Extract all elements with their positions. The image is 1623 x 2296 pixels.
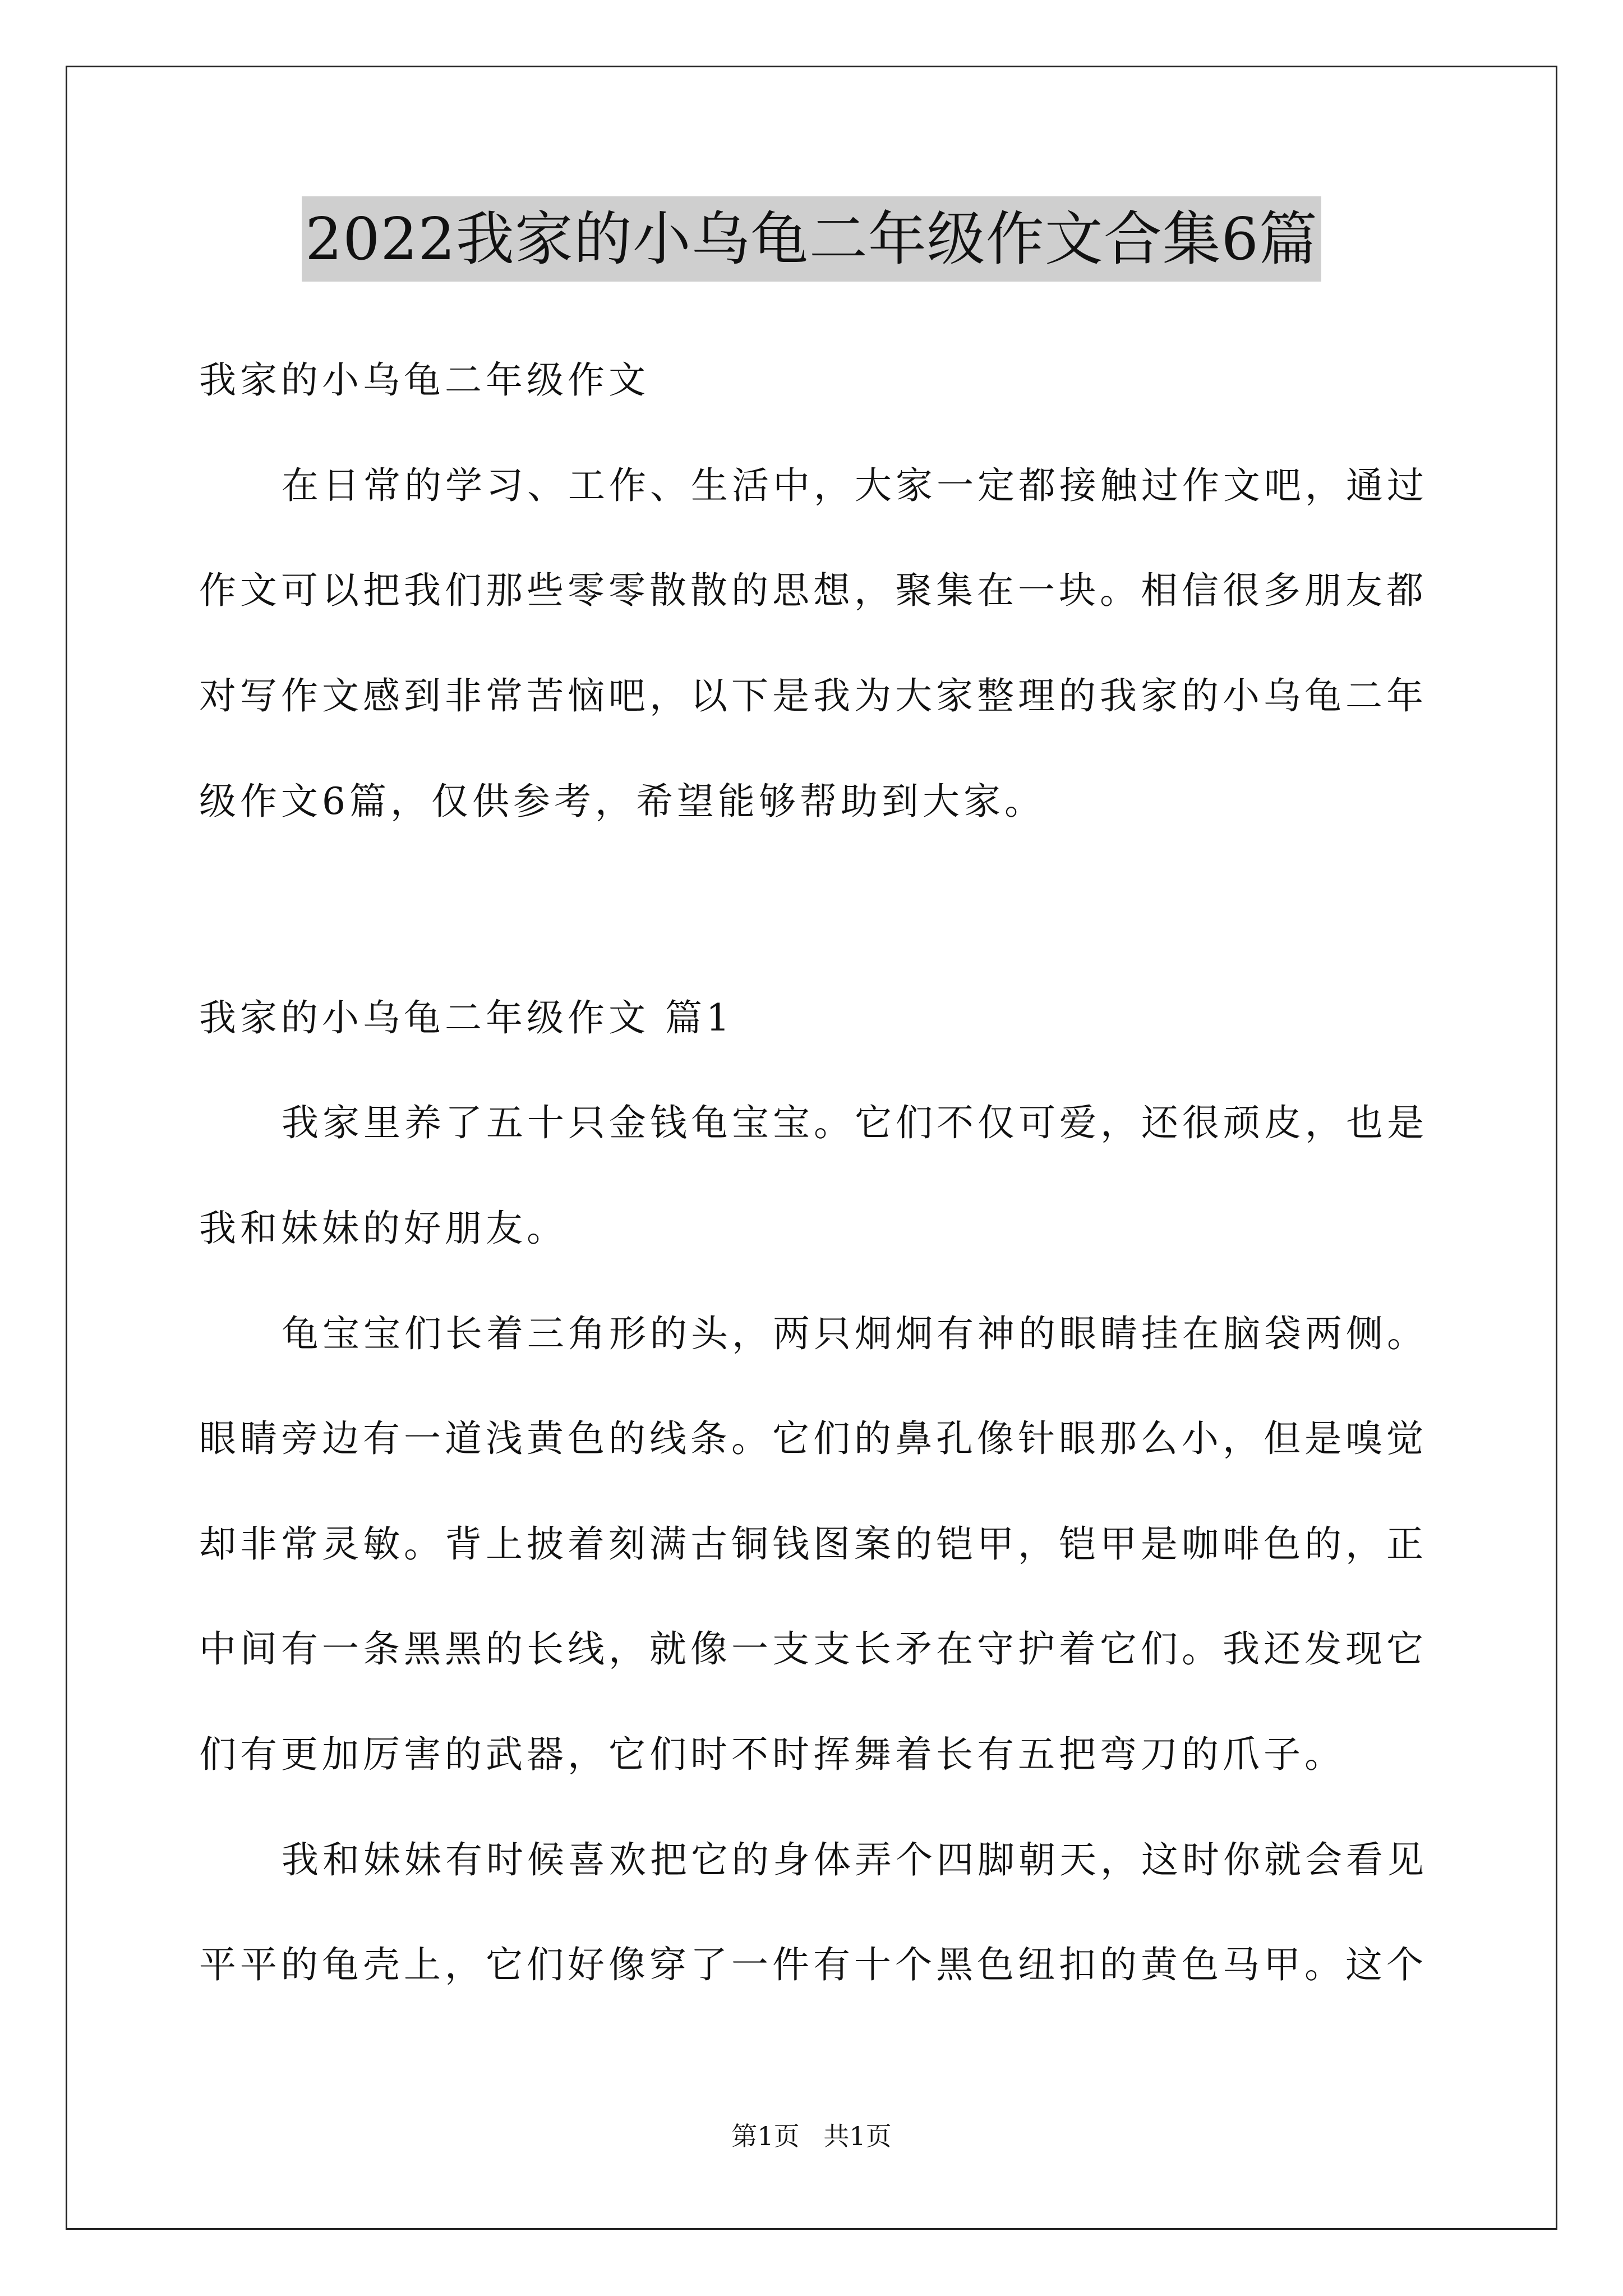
paragraph-line: 我和妹妹的好朋友。 — [199, 1207, 568, 1250]
page-number: 第1页 — [731, 2121, 800, 2151]
paragraph-line: 我家里养了五十只金钱龟宝宝。它们不仅可爱，还很顽皮，也是 — [282, 1101, 1428, 1144]
paragraph-line: 平平的龟壳上，它们好像穿了一件有十个黑色纽扣的黄色马甲。这个 — [199, 1943, 1427, 1986]
paragraph-line: 们有更加厉害的武器，它们时不时挥舞着长有五把弯刀的爪子。 — [199, 1733, 1345, 1776]
paragraph-line: 龟宝宝们长着三角形的头，两只炯炯有神的眼睛挂在脑袋两侧。 — [282, 1312, 1428, 1355]
paragraph-line: 却非常灵敏。背上披着刻满古铜钱图案的铠甲，铠甲是咖啡色的，正 — [199, 1522, 1427, 1566]
section-heading: 我家的小乌龟二年级作文 篇1 — [199, 996, 734, 1039]
page-footer — [0, 2119, 1623, 2153]
title-container — [0, 196, 1623, 282]
paragraph-line: 级作文6篇，仅供参考，希望能够帮助到大家。 — [199, 780, 1045, 823]
document-title: 2022我家的小乌龟二年级作文合集6篇 — [302, 196, 1321, 282]
section-heading: 我家的小乌龟二年级作文 — [199, 358, 649, 402]
paragraph-line: 眼睛旁边有一道浅黄色的线条。它们的鼻孔像针眼那么小，但是嗅觉 — [199, 1417, 1427, 1460]
page-total: 共1页 — [823, 2121, 892, 2151]
paragraph-line: 我和妹妹有时候喜欢把它的身体弄个四脚朝天，这时你就会看见 — [282, 1838, 1428, 1881]
paragraph-line: 作文可以把我们那些零零散散的思想，聚集在一块。相信很多朋友都 — [199, 569, 1427, 612]
paragraph-line: 在日常的学习、工作、生活中，大家一定都接触过作文吧，通过 — [282, 464, 1428, 507]
paragraph-line: 中间有一条黑黑的长线，就像一支支长矛在守护着它们。我还发现它 — [199, 1627, 1427, 1671]
paragraph-line: 对写作文感到非常苦恼吧，以下是我为大家整理的我家的小乌龟二年 — [199, 674, 1427, 717]
